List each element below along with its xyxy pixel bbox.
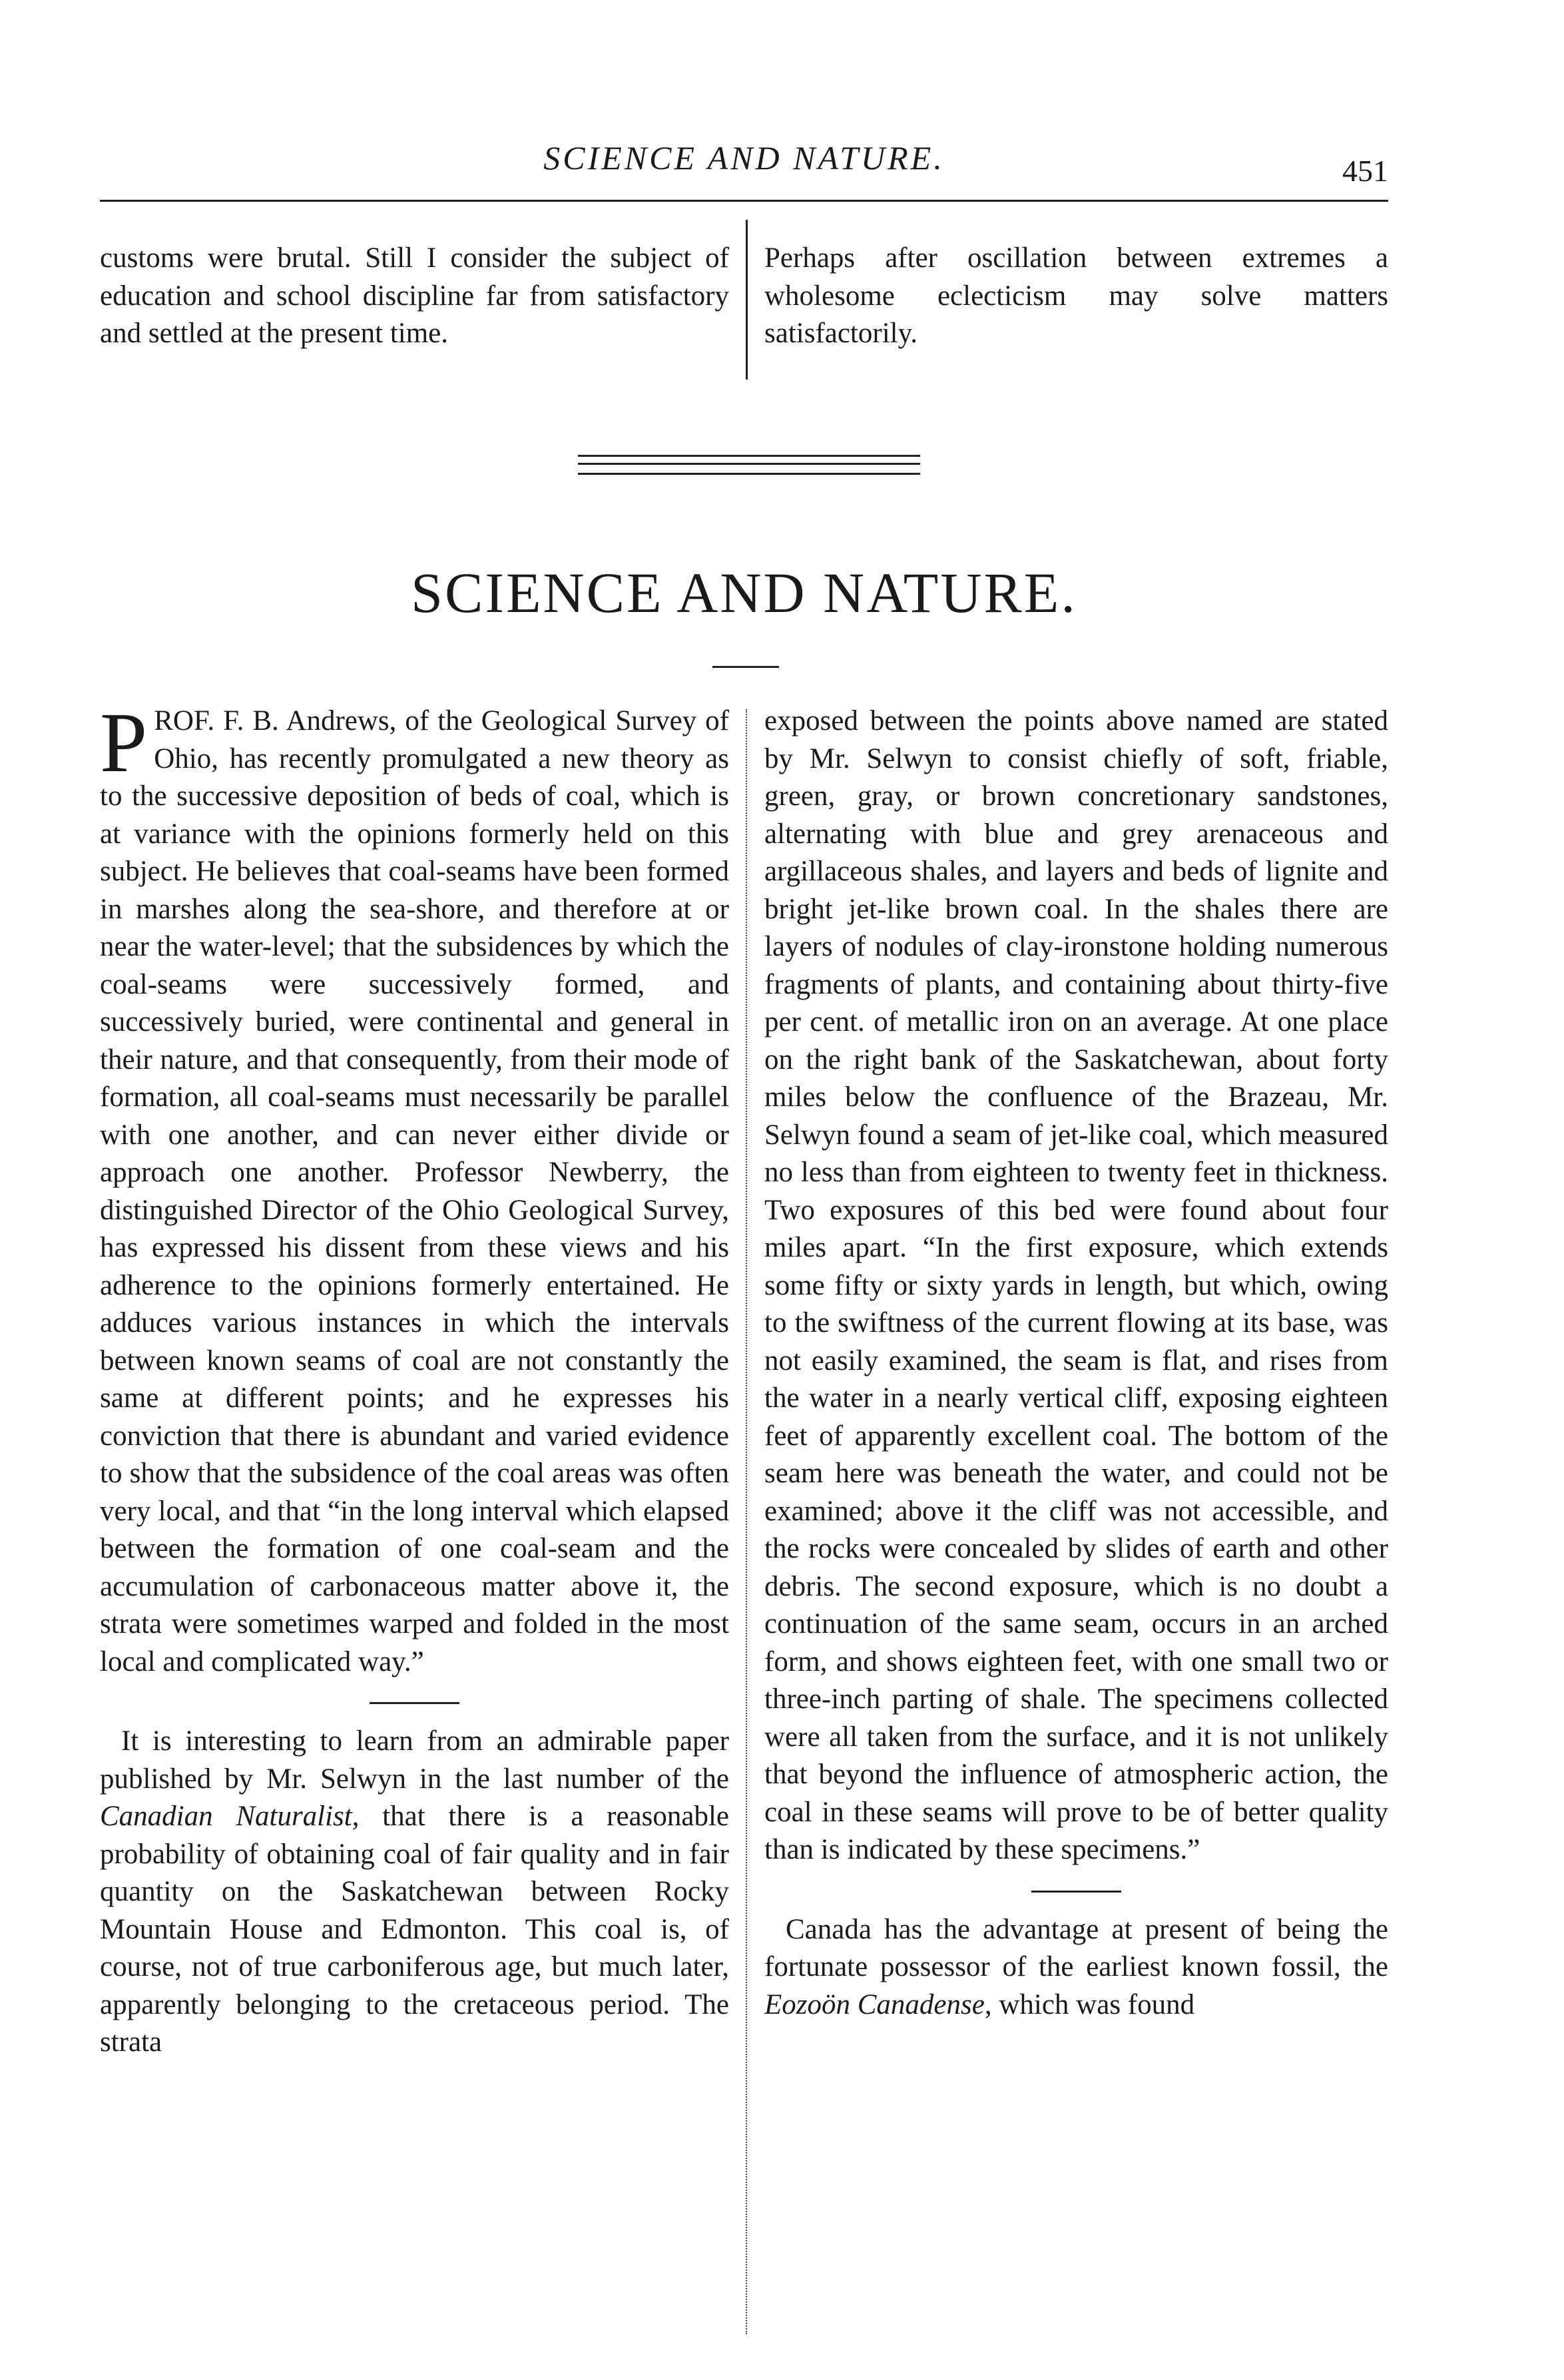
fossil-name: Eozoön Canadense <box>764 1988 985 2020</box>
top-column-divider <box>746 220 748 380</box>
paragraph-andrews-text: ROF. F. B. Andrews, of the Geological Survey of Ohio, has recently promulgated a new theory as to the successive deposition of beds of coal, which is at variance with the opinions formerly held on this subject. He believes that coal-seams have been formed in marshes along the sea-shore, and therefore at or near the water-level; that the subsidences by which the coal-seams were successively formed, and successively buried, were continental and general in their nature, and that consequently, from their mode of formation, all coal-seams must necessarily be parallel with one another, and can never either divide or approach one another. Professor Newberry, the distinguished Director of the Ohio Geological Survey, has expressed his dissent from these views and his adherence to the opinions formerly entertained. He adduces various instances in which the intervals between known seams of coal are not constantly the same at different points; and he expresses his conviction that there is abundant and varied evidence to show that the subsidence of the coal areas was often very local, and that “in the long interval which elapsed between the formation of one coal-seam and the accumulation of carbonaceous matter above it, the strata were sometimes warped and folded in the most local and complicated way.” <box>100 705 729 1677</box>
title-rule <box>712 666 779 668</box>
paragraph-eozoon-text-b: , which was found <box>984 1988 1195 2020</box>
main-right-column <box>764 703 1388 2024</box>
paragraph-selwyn-continued: exposed between the points above named are stated by Mr. Selwyn to consist chiefly of soft, friable, green, gray, or brown concretionary sandstones, alternating with blue and grey arenaceous and argillaceous shales, and layers and beds of lignite and bright jet-like brown coal. In the shales there are layers of nodules of clay-ironstone holding numerous fragments of plants, and containing about thirty-five per cent. of metallic iron on an average. At one place on the right bank of the Saskatchewan, about forty miles below the confluence of the Brazeau, Mr. Selwyn found a seam of jet-like coal, which measured no less than from eighteen to twenty feet in thickness. Two exposures of this bed were found about four miles apart. “In the first exposure, which extends some fifty or sixty yards in length, but which, owing to the swiftness of the current flowing at its base, was not easily examined, the seam is flat, and rises from the water in a nearly vertical cliff, exposing eighteen feet of apparently excellent coal. The bottom of the seam here was beneath the water, and could not be examined; above it the cliff was not accessible, and the rocks were concealed by slides of earth and other debris. The second exposure, which is no doubt a continuation of the same seam, occurs in an arched form, and shows eighteen feet, with one small two or three-inch parting of shale. The specimens collected were all taken from the surface, and it is not unlikely that beyond the influence of atmospheric action, the coal in these seams will prove to be of better quality than is indicated by these specimens.” <box>764 705 1388 1865</box>
drop-cap: P <box>100 695 148 790</box>
paragraph-selwyn-text-a: It is interesting to learn from an admirable paper published by Mr. Selwyn in the last number of the <box>100 1725 729 1795</box>
paragraph-selwyn <box>100 1723 729 2062</box>
header-rule <box>100 200 1388 202</box>
previous-article-ending-left: customs were brutal. Still I consider the subject of education and school discipline far from satisfactory and settled at the present time. <box>100 242 729 349</box>
previous-article-ending-right: Perhaps after oscillation between extremes a wholesome eclecticism may solve matters satisfactorily. <box>764 242 1388 349</box>
section-title: SCIENCE AND NATURE. <box>411 561 1077 625</box>
journal-title: Canadian Naturalist <box>100 1801 352 1832</box>
running-title: SCIENCE AND NATURE. <box>543 139 945 176</box>
section-separator <box>578 455 920 475</box>
paragraph-separator <box>1031 1891 1121 1893</box>
paragraph-separator <box>370 1702 459 1704</box>
paragraph-selwyn-text-b: , that there is a reasonable probability of obtaining coal of fair quality and in fair quantity on the Saskatchewan between Rocky Mountain House and Edmonton. This coal is, of course, not of true carboniferous age, but much later, apparently belonging to the cretaceous period. The strata <box>100 1801 729 2058</box>
top-right-column <box>764 240 1388 353</box>
main-left-column <box>100 695 729 2062</box>
running-head <box>100 133 1388 186</box>
page-number: 451 <box>1342 154 1388 188</box>
main-column-divider <box>746 709 747 2334</box>
paragraph-andrews <box>100 695 729 1681</box>
paragraph-eozoon-text-a: Canada has the advantage at present of being the fortunate possessor of the earliest known fossil, the <box>764 1913 1388 1982</box>
paragraph-eozoon <box>764 1911 1388 2024</box>
top-left-column <box>100 240 729 353</box>
